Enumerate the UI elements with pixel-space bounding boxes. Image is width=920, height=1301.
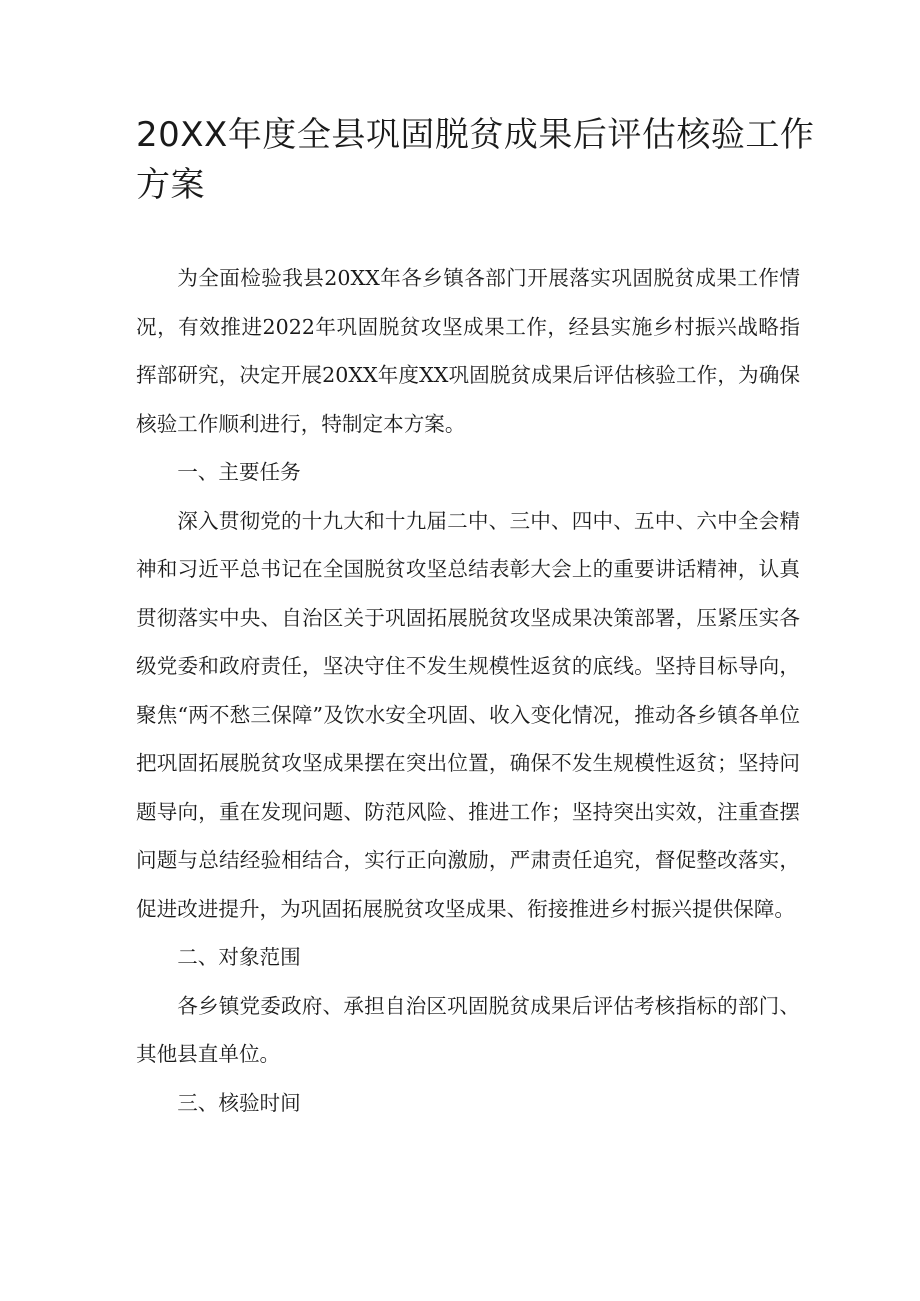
- section-body-tasks: 深入贯彻党的十九大和十九届二中、三中、四中、五中、六中全会精神和习近平总书记在全国脱贫攻坚总结表彰大会上的重要讲话精神，认真贯彻落实中央、自治区关于巩固拓展脱贫攻坚成果决策部署，压紧压实各级党委和政府责任，坚决守住不发生规模性返贫的底线。坚持目标导向，聚焦“两不愁三保障”及饮水安全巩固、收入变化情况，推动各乡镇各单位把巩固拓展脱贫攻坚成果摆在突出位置，确保不发生规模性返贫；坚持问题导向，重在发现问题、防范风险、推进工作；坚持突出实效，注重查摆问题与总结经验相结合，实行正向激励，严肃责任追究，督促整改落实，促进改进提升，为巩固拓展脱贫攻坚成果、衔接推进乡村振兴提供保障。: [136, 508, 800, 921]
- section-heading-tasks: 一、主要任务: [177, 460, 301, 484]
- section-heading-scope: 二、对象范围: [177, 945, 301, 969]
- document-body: [136, 254, 800, 1127]
- document-title: 20XX年度全县巩固脱贫成果后评估核验工作方案: [136, 115, 815, 205]
- section-body-scope: 各乡镇党委政府、承担自治区巩固脱贫成果后评估考核指标的部门、其他县直单位。: [136, 993, 800, 1066]
- intro-paragraph: 为全面检验我县20XX年各乡镇各部门开展落实巩固脱贫成果工作情况，有效推进2022年巩固脱贫攻坚成果工作，经县实施乡村振兴战略指挥部研究，决定开展20XX年度XX巩固脱贫成果后评估核验工作，为确保核验工作顺利进行，特制定本方案。: [136, 266, 800, 436]
- section-heading-time: 三、核验时间: [177, 1090, 301, 1115]
